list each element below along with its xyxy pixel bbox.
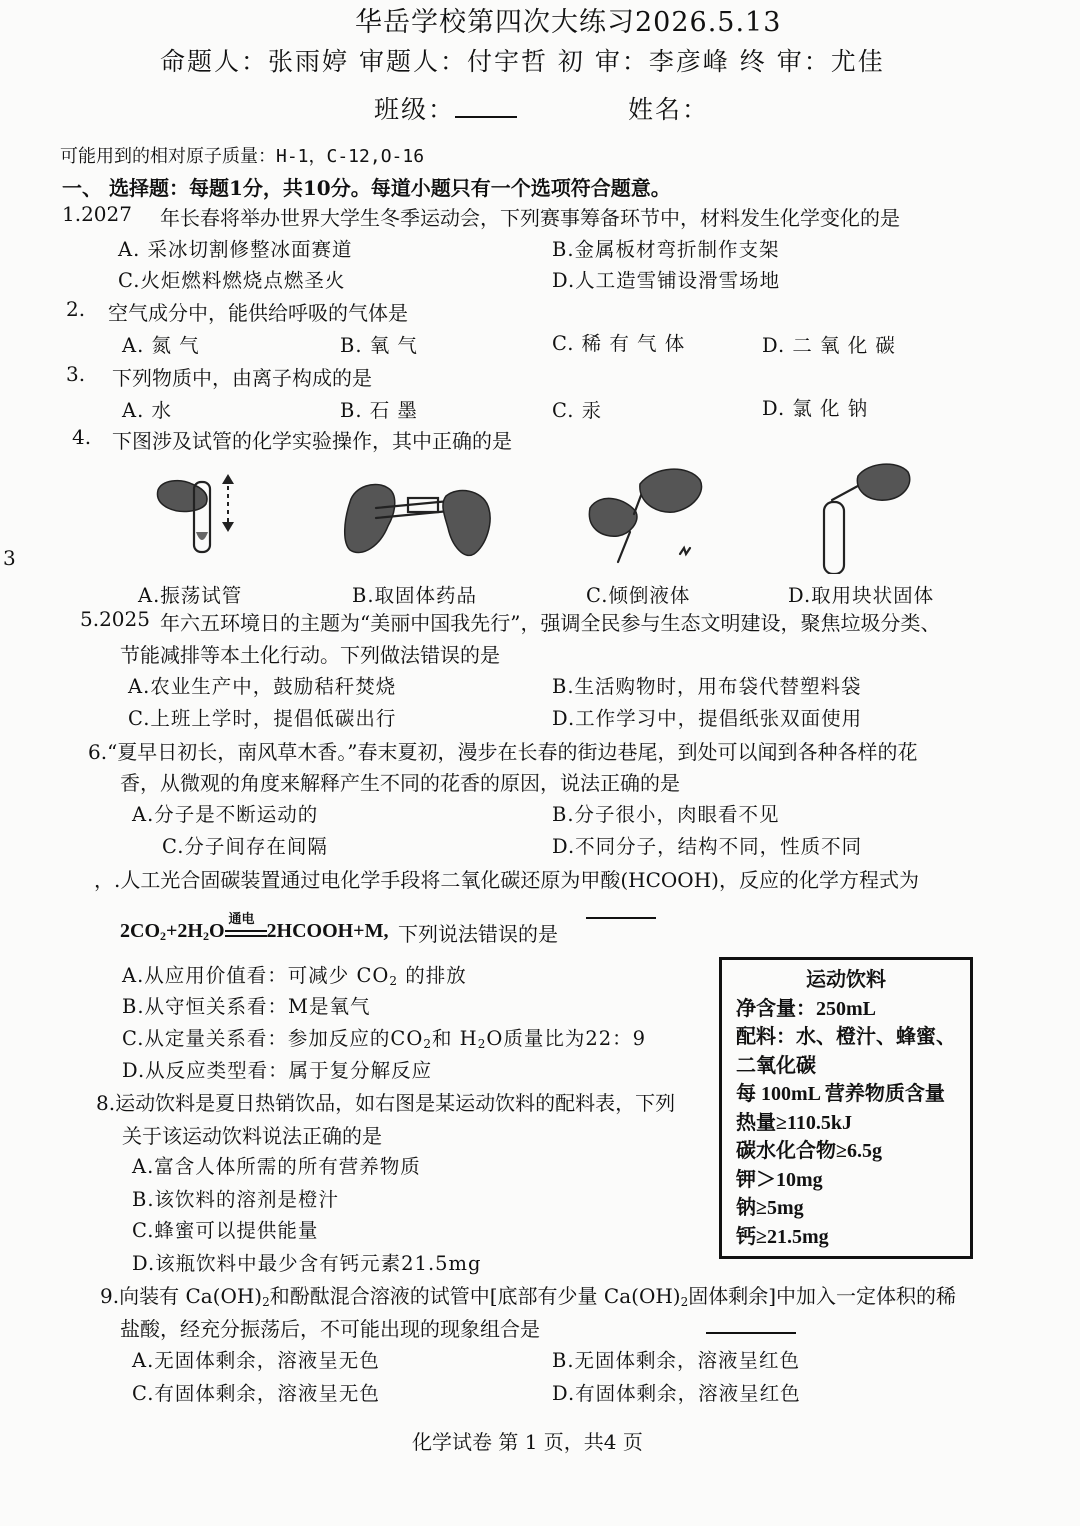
q5-option-d[interactable]: D.工作学习中，提倡纸张双面使用 bbox=[552, 707, 863, 730]
q8-option-a[interactable]: A.富含人体所需的所有营养物质 bbox=[132, 1155, 421, 1178]
class-label: 班级： bbox=[374, 90, 517, 126]
q2-number: 2. bbox=[66, 297, 86, 321]
q8-stem-line1: 8.运动饮料是夏日热销饮品，如右图是某运动饮料的配料表，下列 bbox=[96, 1091, 676, 1115]
q1-option-d[interactable]: D.人工造雪铺设滑雪场地 bbox=[552, 269, 781, 292]
nutrition-line: 碳水化合物≥6.5g bbox=[736, 1140, 882, 1162]
q1-option-c[interactable]: C.火炬燃料燃烧点燃圣火 bbox=[118, 269, 346, 292]
nutrition-line: 热量≥110.5kJ bbox=[736, 1111, 852, 1134]
q4-option-c[interactable]: C.倾倒液体 bbox=[586, 584, 691, 607]
q2-option-b[interactable]: B. 氧 气 bbox=[340, 334, 418, 357]
q6-stem-line1: 6.“夏早日初长，南风草木香。”春末夏初，漫步在长春的街边巷尾，到处可以闻到各种各样的花 bbox=[88, 740, 918, 764]
q3-option-c[interactable]: C. 汞 bbox=[552, 399, 603, 422]
nutrition-line: 每 100mL 营养物质含量 bbox=[736, 1083, 945, 1105]
q7-option-c[interactable]: C.从定量关系看：参加反应的$CO_2$和 $H_2O$质量比为22：9 bbox=[122, 1027, 647, 1051]
q8-option-d[interactable]: D.该瓶饮料中最少含有钙元素21.5mg bbox=[132, 1252, 482, 1275]
q1-number: 1.2027 bbox=[62, 202, 132, 226]
q3-option-a[interactable]: A. 水 bbox=[122, 399, 172, 422]
nutrition-line: 配料：水、橙汁、蜂蜜、 bbox=[736, 1026, 956, 1048]
q6-option-c[interactable]: C.分子间存在间隔 bbox=[162, 835, 328, 858]
section-heading: 一、 选择题：每题1分，共10分。每道小题只有一个选项符合题意。 bbox=[62, 176, 671, 200]
q5-number: 5.2025 bbox=[80, 607, 150, 631]
q5-option-b[interactable]: B.生活购物时，用布袋代替塑料袋 bbox=[552, 675, 862, 698]
class-blank[interactable] bbox=[455, 94, 517, 118]
pour-liquid-figure bbox=[589, 469, 701, 562]
q7-option-b[interactable]: B.从守恒关系看：M是氧气 bbox=[122, 995, 371, 1018]
authors-line: 命题人：张雨婷 审题人：付宇哲 初 审：李彦峰 终 审：尤佳 bbox=[160, 47, 885, 76]
q4-option-a[interactable]: A.振荡试管 bbox=[138, 584, 243, 607]
q7-stem-line1: ，.人工光合固碳装置通过电化学手段将二氧化碳还原为甲酸(HCOOH)，反应的化学方程式为 bbox=[94, 868, 919, 892]
q5-option-c[interactable]: C.上班上学时，提倡低碳出行 bbox=[128, 707, 397, 730]
shake-test-tube-figure bbox=[157, 474, 234, 552]
q4-stem: 下图涉及试管的化学实验操作，其中正确的是 bbox=[112, 429, 512, 453]
q9-option-c[interactable]: C.有固体剩余，溶液呈无色 bbox=[132, 1382, 380, 1405]
chemical-equation: $2CO_2+2H_2O$ 通电 2HCOOH+M, bbox=[120, 920, 388, 944]
q4-option-d[interactable]: D.取用块状固体 bbox=[788, 584, 935, 607]
q8-option-b[interactable]: B.该饮料的溶剂是橙汁 bbox=[132, 1188, 340, 1211]
q7-option-a[interactable]: A.从应用价值看：可减少 $CO_2$ 的排放 bbox=[122, 964, 467, 988]
q6-option-b[interactable]: B.分子很小，肉眼看不见 bbox=[552, 803, 780, 826]
q5-stem-line2: 节能减排等本土化行动。下列做法错误的是 bbox=[120, 643, 500, 667]
nutrition-line: 净含量：250mL bbox=[736, 997, 876, 1020]
nutrition-line: 钾＞10mg bbox=[736, 1168, 823, 1191]
q9-stem-line2: 盐酸，经充分振荡后，不可能出现的现象组合是 bbox=[120, 1317, 540, 1341]
q6-option-a[interactable]: A.分子是不断运动的 bbox=[132, 803, 319, 826]
q9-answer-blank[interactable] bbox=[706, 1332, 796, 1334]
nutrition-line: 二氧化碳 bbox=[736, 1054, 816, 1077]
q7-option-d[interactable]: D.从反应类型看：属于复分解反应 bbox=[122, 1059, 433, 1082]
q7-answer-blank[interactable] bbox=[586, 917, 656, 919]
exam-title: 华岳学校第四次大练习2026.5.13 bbox=[355, 7, 782, 38]
q1-option-a[interactable]: A. 采冰切割修整冰面赛道 bbox=[118, 238, 353, 261]
q5-stem-line1: 年六五环境日的主题为“美丽中国我先行”，强调全民参与生态文明建设，聚焦垃圾分类、 bbox=[160, 611, 941, 635]
q4-option-b[interactable]: B.取固体药品 bbox=[352, 584, 478, 607]
margin-mark: 3 bbox=[3, 546, 16, 570]
nutrition-line: 钠≥5mg bbox=[736, 1197, 804, 1219]
name-label: 姓名： bbox=[628, 95, 710, 124]
nutrition-label-box bbox=[719, 957, 973, 1259]
q3-number: 3. bbox=[66, 362, 86, 386]
lab-operations-figure bbox=[140, 462, 940, 574]
q9-option-d[interactable]: D.有固体剩余，溶液呈红色 bbox=[552, 1382, 801, 1405]
q5-option-a[interactable]: A.农业生产中，鼓励秸秆焚烧 bbox=[128, 675, 397, 698]
q8-option-c[interactable]: C.蜂蜜可以提供能量 bbox=[132, 1219, 319, 1242]
q4-number: 4. bbox=[72, 425, 92, 449]
q9-option-a[interactable]: A.无固体剩余，溶液呈无色 bbox=[132, 1349, 380, 1372]
q8-stem-line2: 关于该运动饮料说法正确的是 bbox=[122, 1124, 382, 1148]
nutrition-line: 钙≥21.5mg bbox=[736, 1225, 829, 1248]
q1-stem: 年长春将举办世界大学生冬季运动会，下列赛事筹备环节中，材料发生化学变化的是 bbox=[160, 206, 900, 230]
q9-stem-line1: 9.向装有 $Ca(OH)_2$和酚酞混合溶液的试管中[底部有少量 $Ca(OH)_2$固体剩余]中加入一定体积的稀 bbox=[100, 1284, 957, 1309]
q2-stem: 空气成分中，能供给呼吸的气体是 bbox=[108, 301, 408, 325]
q9-option-b[interactable]: B.无固体剩余，溶液呈红色 bbox=[552, 1349, 801, 1372]
q3-stem: 下列物质中，由离子构成的是 bbox=[112, 366, 372, 390]
q6-option-d[interactable]: D.不同分子，结构不同，性质不同 bbox=[552, 835, 863, 858]
q7-stem-line2: 下列说法错误的是 bbox=[398, 922, 558, 946]
q2-option-a[interactable]: A. 氮 气 bbox=[122, 334, 200, 357]
take-block-solid-figure bbox=[824, 464, 910, 574]
reaction-condition: 通电 bbox=[228, 911, 255, 926]
nutrition-title: 运动饮料 bbox=[806, 969, 886, 991]
q3-option-b[interactable]: B. 石 墨 bbox=[340, 399, 418, 422]
q2-option-d[interactable]: D. 二 氧 化 碳 bbox=[762, 334, 896, 357]
page-footer: 化学试卷 第 1 页，共4 页 bbox=[412, 1430, 643, 1454]
q6-stem-line2: 香，从微观的角度来解释产生不同的花香的原因，说法正确的是 bbox=[120, 771, 680, 795]
atomic-masses: 可能用到的相对原子质量：H-1，C-12,O-16 bbox=[60, 146, 425, 167]
equation-arrow bbox=[225, 911, 267, 937]
take-solid-figure bbox=[345, 484, 490, 555]
q1-option-b[interactable]: B.金属板材弯折制作支架 bbox=[552, 238, 780, 261]
q3-option-d[interactable]: D. 氯 化 钠 bbox=[762, 397, 869, 420]
q2-option-c[interactable]: C. 稀 有 气 体 bbox=[552, 332, 686, 355]
